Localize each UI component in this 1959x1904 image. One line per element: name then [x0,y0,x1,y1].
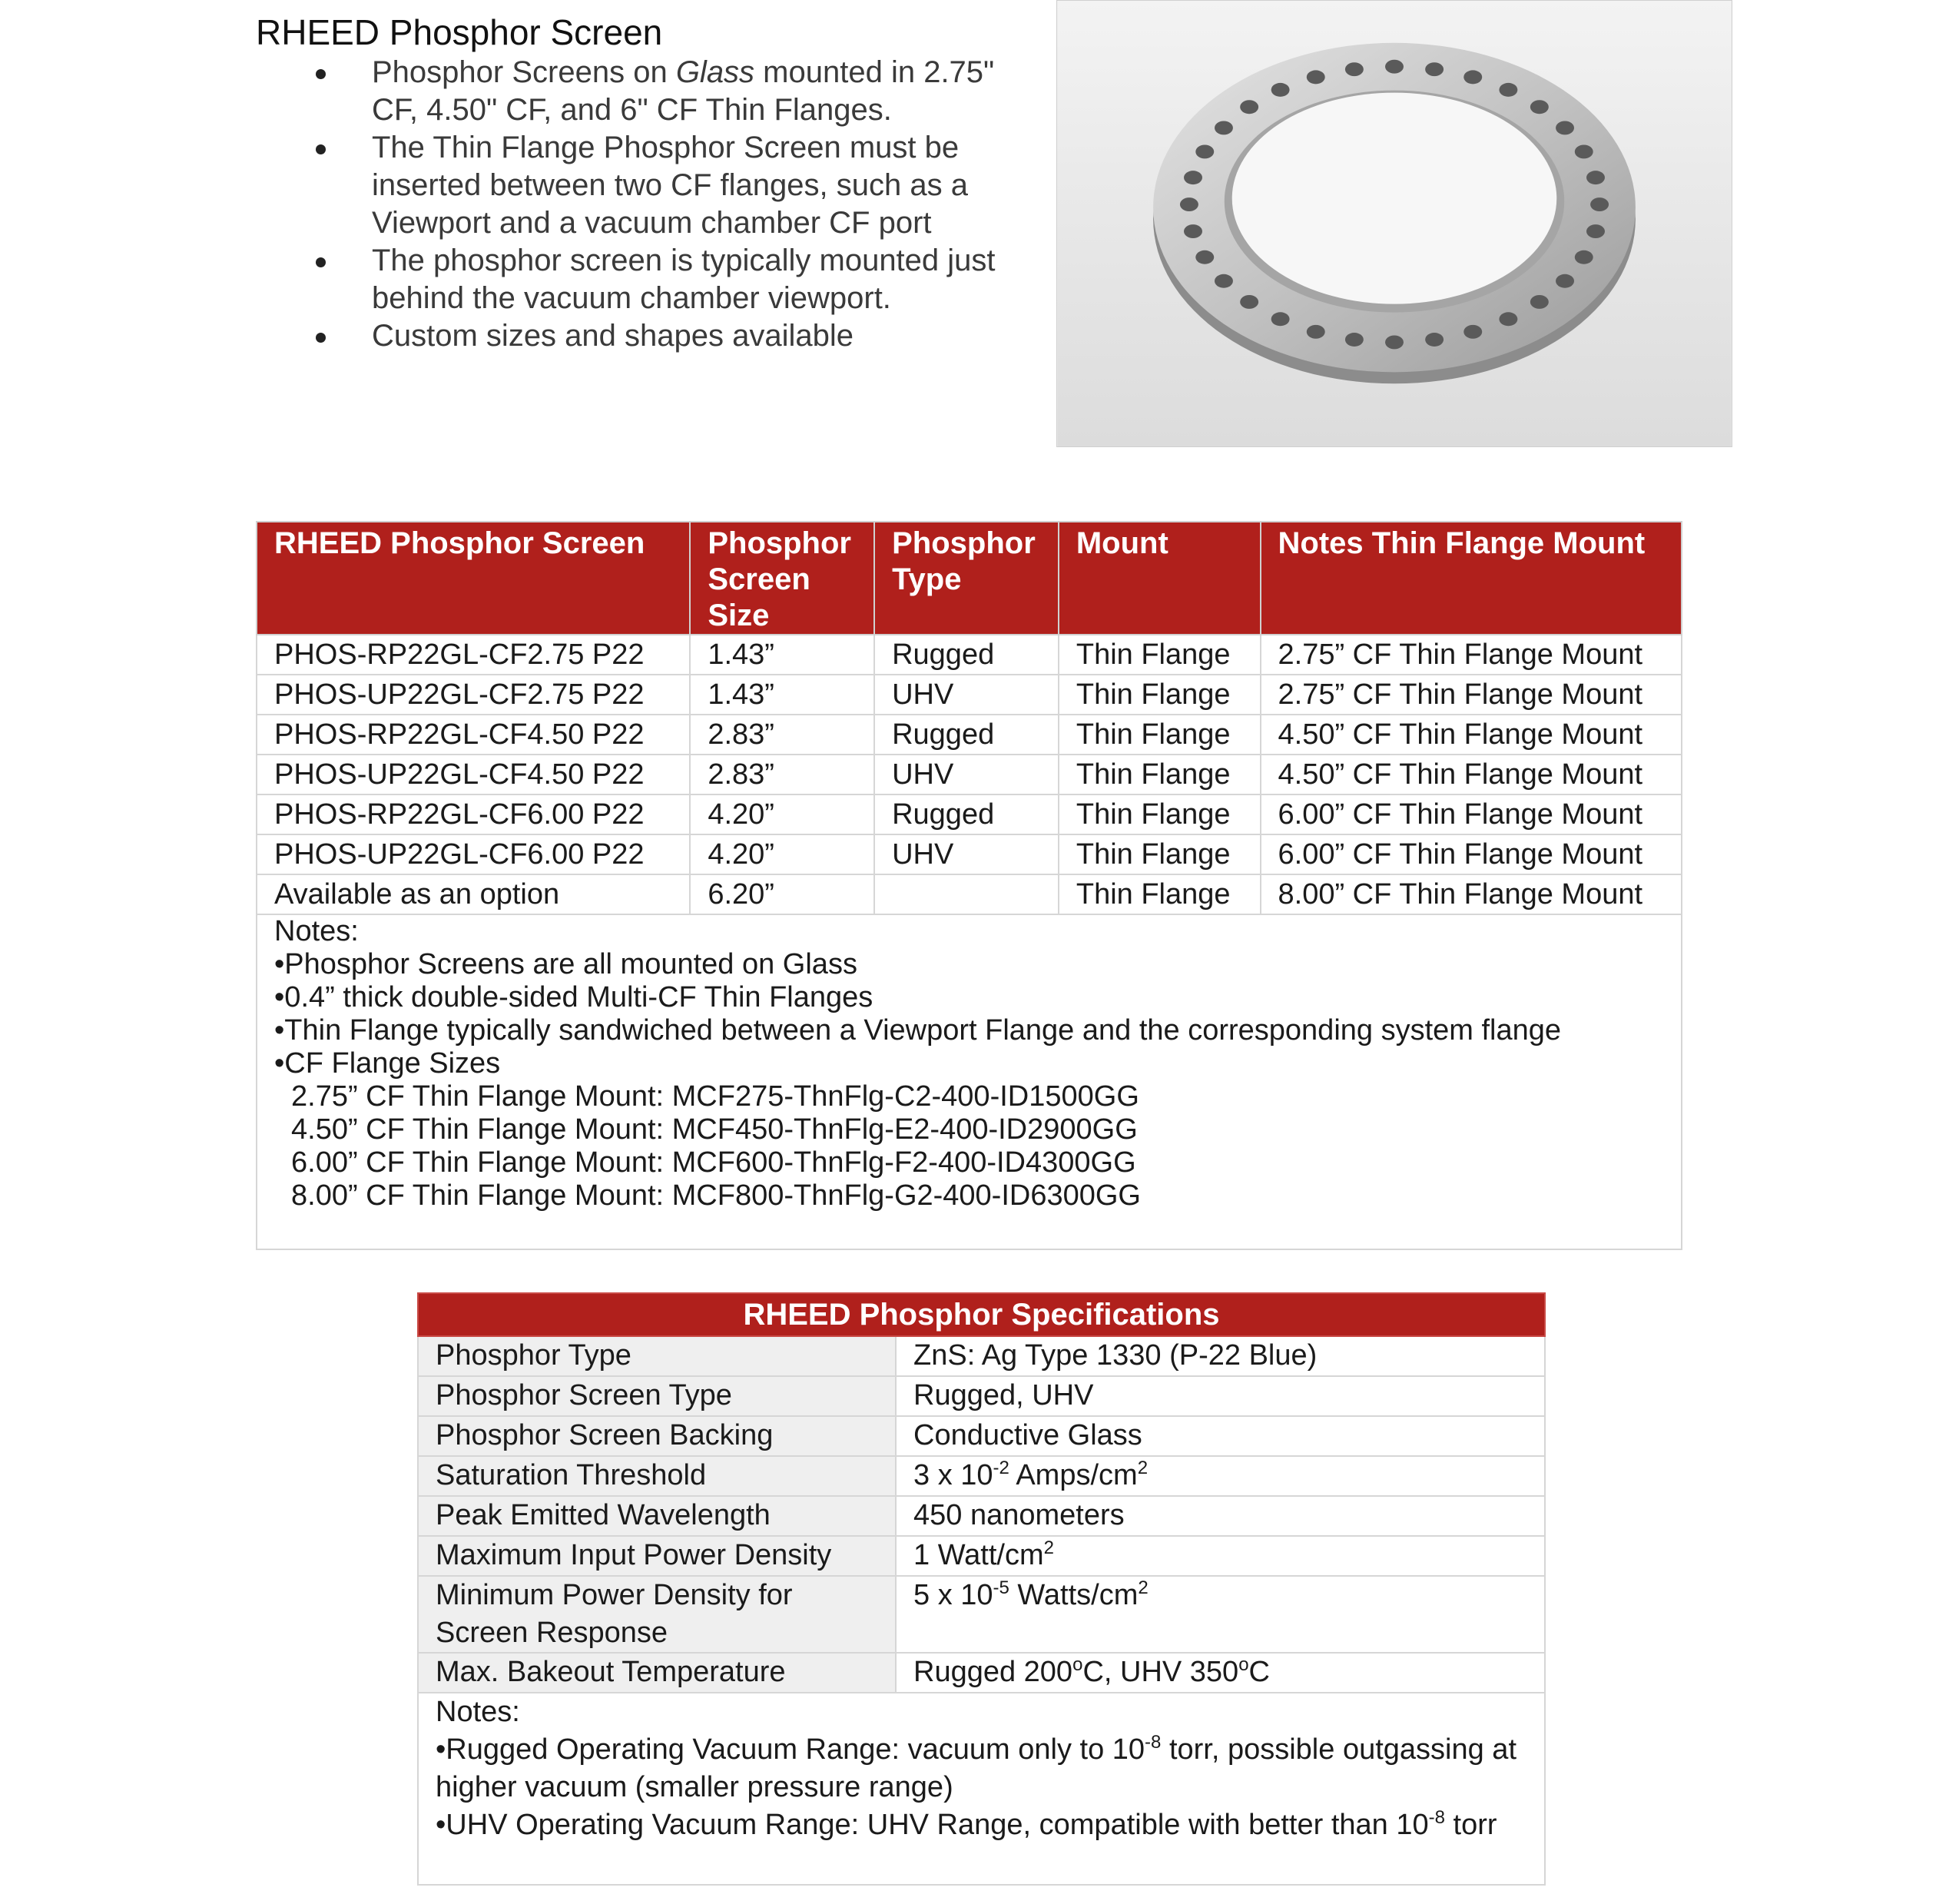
size-cell: 1.43” [690,675,874,715]
mount-cell: Thin Flange [1059,755,1261,794]
spec-row [418,1653,1545,1693]
flange-size-line: 8.00” CF Thin Flange Mount: MCF800-ThnFlg-G2-400-ID6300GG [291,1179,1141,1212]
bolt-hole [1499,312,1517,326]
bolt-hole [1240,100,1258,114]
bolt-hole [1590,197,1609,211]
bolt-hole [1184,224,1202,238]
part-number-cell: PHOS-RP22GL-CF6.00 P22 [257,794,690,834]
size-cell: 2.83” [690,755,874,794]
column-header: RHEED Phosphor Screen [257,522,690,635]
table-row [257,794,1682,834]
mount-cell: Thin Flange [1059,675,1261,715]
spec-notes [418,1693,1545,1885]
spec-value: Rugged 200$^o$C, UHV 350$^o$C [896,1653,1545,1693]
type-cell: Rugged [874,635,1059,675]
spec-row [418,1456,1545,1496]
notes-row [257,914,1682,1249]
spec-row [418,1576,1545,1653]
part-number-cell: PHOS-UP22GL-CF2.75 P22 [257,675,690,715]
bolt-hole [1215,274,1233,288]
size-cell: 4.20” [690,794,874,834]
type-cell: Rugged [874,715,1059,755]
spec-value: ZnS: Ag Type 1330 (P-22 Blue) [896,1336,1545,1376]
part-number-cell: PHOS-UP22GL-CF4.50 P22 [257,755,690,794]
size-cell: 6.20” [690,874,874,914]
spec-table-title: RHEED Phosphor Specifications [418,1293,1545,1336]
table-row [257,874,1682,914]
bolt-hole [1575,250,1593,264]
part-number-cell: Available as an option [257,874,690,914]
bolt-hole [1425,62,1444,76]
spec-row [418,1536,1545,1576]
notes-cell: 6.00” CF Thin Flange Mount [1261,834,1682,874]
table-header-row [257,522,1682,635]
spec-label: Saturation Threshold [418,1456,896,1496]
column-header: Notes Thin Flange Mount [1261,522,1682,635]
spec-label: Phosphor Type [418,1336,896,1376]
bolt-hole [1463,325,1482,339]
type-cell: UHV [874,675,1059,715]
bolt-hole [1530,100,1549,114]
table-row [257,755,1682,794]
bolt-hole [1345,333,1364,347]
flange-size-line: 2.75” CF Thin Flange Mount: MCF275-ThnFlg-C2-400-ID1500GG [291,1080,1139,1113]
table-row [257,715,1682,755]
mount-cell: Thin Flange [1059,635,1261,675]
spec-row [418,1336,1545,1376]
type-cell: UHV [874,834,1059,874]
page-title: RHEED Phosphor Screen [256,12,663,52]
note-line: •Phosphor Screens are all mounted on Glass [274,948,857,980]
spec-value: Rugged, UHV [896,1376,1545,1416]
spec-label: Phosphor Screen Backing [418,1416,896,1456]
spec-row [418,1496,1545,1536]
bolt-hole [1575,144,1593,158]
bolt-hole [1463,70,1482,84]
size-cell: 1.43” [690,635,874,675]
flange-size-line: 6.00” CF Thin Flange Mount: MCF600-ThnFlg-F2-400-ID4300GG [291,1146,1136,1179]
note-line: •UHV Operating Vacuum Range: UHV Range, compatible with better than $10^{-8}$ torr [436,1807,1497,1841]
table-row [257,675,1682,715]
product-notes [257,914,1682,1249]
bolt-hole [1307,70,1325,84]
note-line: •0.4” thick double-sided Multi-CF Thin Flanges [274,981,873,1013]
part-number-cell: PHOS-RP22GL-CF2.75 P22 [257,635,690,675]
bolt-hole [1345,62,1364,76]
bolt-hole [1499,83,1517,97]
size-cell: 2.83” [690,715,874,755]
notes-cell: 8.00” CF Thin Flange Mount [1261,874,1682,914]
table-row [257,635,1682,675]
notes-cell: 2.75” CF Thin Flange Mount [1261,635,1682,675]
flange-size-line: 4.50” CF Thin Flange Mount: MCF450-ThnFlg-E2-400-ID2900GG [291,1113,1138,1146]
note-line: •CF Flange Sizes [274,1047,501,1080]
notes-cell: 6.00” CF Thin Flange Mount [1261,794,1682,834]
spec-label: Phosphor Screen Type [418,1376,896,1416]
feature-item: Custom sizes and shapes available [311,317,1026,355]
bolt-hole [1586,171,1605,184]
feature-list [311,54,1026,355]
bolt-hole [1195,250,1214,264]
bolt-hole [1425,333,1444,347]
column-header: Phosphor Screen Size [690,522,874,635]
spec-label: Peak Emitted Wavelength [418,1496,896,1536]
type-cell: UHV [874,755,1059,794]
product-table [256,521,1682,1250]
bolt-hole [1530,295,1549,309]
mount-cell: Thin Flange [1059,834,1261,874]
note-line: •Thin Flange typically sandwiched between a Viewport Flange and the corresponding system flange [274,1014,1562,1047]
bolt-hole [1586,224,1605,238]
spec-notes-row [418,1693,1545,1885]
bolt-hole [1240,295,1258,309]
spec-label: Minimum Power Density for Screen Response [418,1576,896,1653]
notes-heading: Notes: [436,1696,520,1728]
bolt-hole [1556,121,1574,134]
feature-item: The phosphor screen is typically mounted just behind the vacuum chamber viewport. [311,242,1026,317]
feature-item: Phosphor Screens on Glass mounted in 2.75" CF, 4.50" CF, and 6" CF Thin Flanges. [311,54,1026,129]
bolt-hole [1180,197,1198,211]
bolt-hole [1385,60,1404,74]
notes-cell: 2.75” CF Thin Flange Mount [1261,675,1682,715]
column-header: Phosphor Type [874,522,1059,635]
size-cell: 4.20” [690,834,874,874]
column-header: Mount [1059,522,1261,635]
spec-value: 3 x $10^{-2}$ Amps/$cm^2$ [896,1456,1545,1496]
mount-cell: Thin Flange [1059,794,1261,834]
notes-cell: 4.50” CF Thin Flange Mount [1261,755,1682,794]
spec-row [418,1416,1545,1456]
bolt-hole [1184,171,1202,184]
spec-value: 5 x $10^{-5}$ Watts/$cm^2$ [896,1576,1545,1653]
table-row [257,834,1682,874]
spec-label: Max. Bakeout Temperature [418,1653,896,1693]
mount-cell: Thin Flange [1059,874,1261,914]
spec-value: Conductive Glass [896,1416,1545,1456]
spec-value: 450 nanometers [896,1496,1545,1536]
mount-cell: Thin Flange [1059,715,1261,755]
part-number-cell: PHOS-RP22GL-CF4.50 P22 [257,715,690,755]
bolt-hole [1195,144,1214,158]
note-line: •Rugged Operating Vacuum Range: vacuum only to $10^{-8}$ torr, possible outgassing at higher vacuum (smaller pressure range) [436,1732,1516,1803]
bolt-hole [1385,335,1404,349]
spec-value: 1 Watt/$cm^2$ [896,1536,1545,1576]
type-cell: Rugged [874,794,1059,834]
type-cell [874,874,1059,914]
bolt-hole [1307,325,1325,339]
bolt-hole [1271,83,1290,97]
spec-row [418,1376,1545,1416]
notes-cell: 4.50” CF Thin Flange Mount [1261,715,1682,755]
flange-photo [1056,0,1732,447]
spec-label: Maximum Input Power Density [418,1536,896,1576]
spec-table [417,1292,1546,1886]
part-number-cell: PHOS-UP22GL-CF6.00 P22 [257,834,690,874]
feature-item: The Thin Flange Phosphor Screen must be inserted between two CF flanges, such as a Viewport and a vacuum chamber CF port [311,129,1026,242]
bolt-hole [1215,121,1233,134]
notes-heading: Notes: [274,915,359,947]
bolt-hole [1271,312,1290,326]
bolt-hole [1556,274,1574,288]
